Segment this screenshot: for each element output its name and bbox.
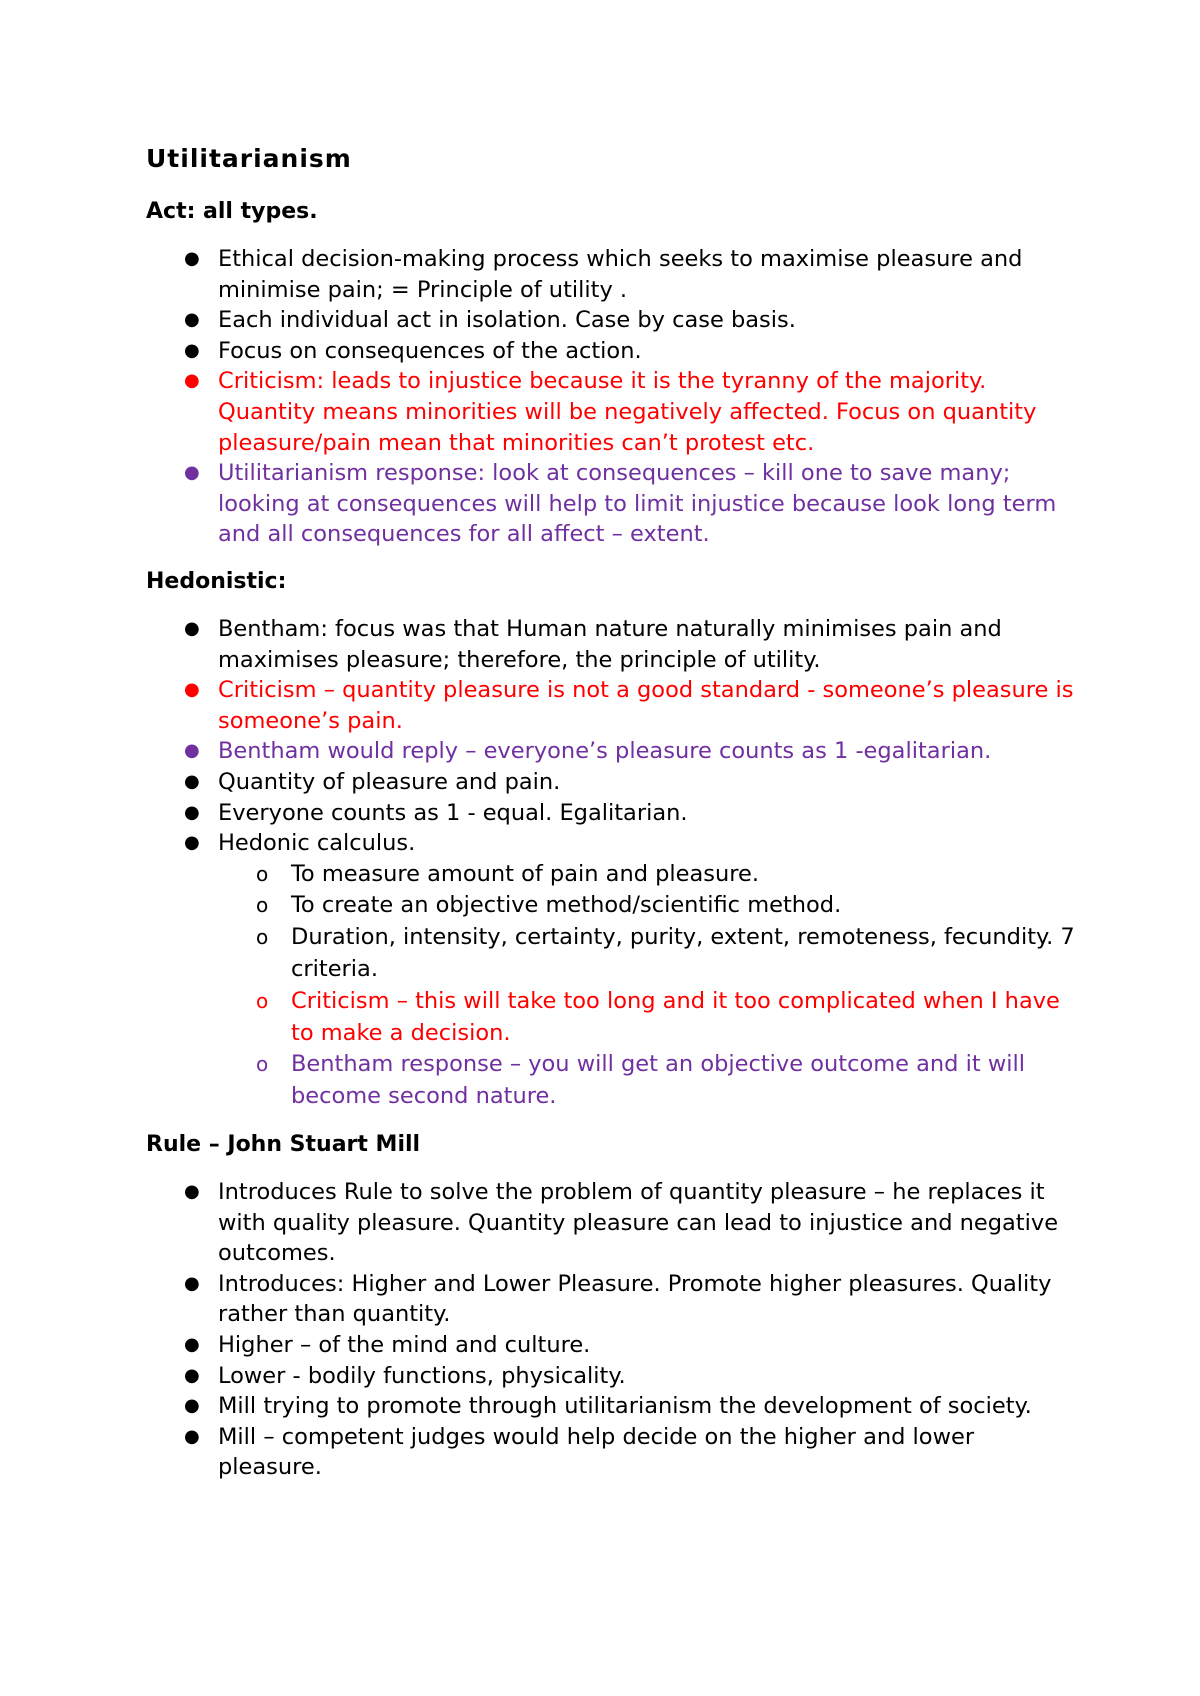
bullet-icon: ●	[184, 1334, 200, 1356]
sublist-item-text: Criticism – this will take too long and it too complicated when I have to make a decision.	[291, 987, 1060, 1046]
hedonic-calculus-sublist	[218, 859, 1076, 1113]
list-item-text: Bentham would reply – everyone’s pleasure counts as 1 -egalitarian.	[218, 738, 992, 765]
hedonistic-bullet-list	[146, 614, 1076, 1113]
sublist-item-response	[146, 1049, 1076, 1113]
list-item-text: Bentham: focus was that Human nature naturally minimises pain and maximises pleasure; therefore, the principle of utility.	[218, 615, 1002, 673]
list-item-criticism	[146, 675, 1076, 736]
sublist-item-text: Bentham response – you will get an objective outcome and it will become second nature.	[291, 1051, 1025, 1110]
list-item-text: Each individual act in isolation. Case by case basis.	[218, 307, 796, 334]
bullet-icon: ●	[184, 740, 200, 762]
list-item	[146, 1391, 1076, 1422]
bullet-icon: ●	[184, 832, 200, 854]
list-item-text: Mill – competent judges would help decide on the higher and lower pleasure.	[218, 1423, 975, 1481]
list-item-text: Everyone counts as 1 - equal. Egalitarian.	[218, 799, 688, 826]
list-item	[146, 1330, 1076, 1361]
list-item-text: Mill trying to promote through utilitarianism the development of society.	[218, 1393, 1032, 1420]
rule-bullet-list	[146, 1177, 1076, 1483]
bullet-icon: ●	[184, 248, 200, 269]
list-item-response	[146, 736, 1076, 767]
circle-bullet-icon: o	[256, 925, 269, 950]
sublist-item-text: To measure amount of pain and pleasure.	[291, 860, 760, 887]
list-item-text: Lower - bodily functions, physicality.	[218, 1362, 626, 1389]
list-item	[146, 767, 1076, 798]
list-item	[146, 244, 1076, 305]
bullet-icon: ●	[184, 309, 200, 331]
circle-bullet-icon: o	[256, 1052, 269, 1077]
bullet-icon: ●	[184, 339, 200, 361]
sublist-item-text: To create an objective method/scientific method.	[291, 892, 842, 919]
circle-bullet-icon: o	[256, 861, 269, 886]
section-heading-act: Act: all types.	[146, 199, 318, 224]
bullet-icon: ●	[184, 1272, 200, 1294]
list-item-text: Criticism – quantity pleasure is not a good standard - someone’s pleasure is someone’s pain.	[218, 677, 1074, 734]
act-bullet-list	[146, 244, 1076, 550]
list-item-text: Criticism: leads to injustice because it is the tyranny of the majority. Quantity means minorities will be negatively affected. Focus on quantity pleasure/pain mean that minorities can’t protest etc.	[218, 368, 1037, 456]
list-item	[146, 305, 1076, 336]
sublist-item	[146, 859, 1076, 891]
list-item	[146, 1422, 1076, 1483]
bullet-icon: ●	[184, 679, 200, 701]
bullet-icon: ●	[184, 770, 200, 792]
section-heading-hedonistic: Hedonistic:	[146, 568, 287, 594]
sublist-item-criticism	[146, 986, 1076, 1050]
list-item	[146, 1361, 1076, 1392]
bullet-icon: ●	[184, 370, 200, 392]
bullet-icon: ●	[184, 617, 200, 639]
bullet-icon: ●	[184, 1181, 200, 1203]
bullet-icon: ●	[184, 1364, 200, 1386]
list-item	[146, 1269, 1076, 1330]
document-page	[146, 140, 1076, 1499]
list-item	[146, 828, 1076, 1113]
sublist-item	[146, 922, 1076, 986]
list-item-text: Focus on consequences of the action.	[218, 337, 642, 364]
list-item-criticism	[146, 366, 1076, 458]
bullet-icon: ●	[184, 462, 200, 484]
list-item	[146, 798, 1076, 829]
list-item-text: Ethical decision-making process which seeks to maximise pleasure and minimise pain; = Principle of utility .	[218, 246, 1023, 303]
list-item-text: Introduces Rule to solve the problem of quantity pleasure – he replaces it with quality pleasure. Quantity pleasure can lead to injustice and negative outcomes.	[218, 1179, 1059, 1267]
bullet-icon: ●	[184, 1395, 200, 1417]
list-item-response	[146, 458, 1076, 550]
list-item-text: Utilitarianism response: look at consequences – kill one to save many; looking at consequences will help to limit injustice because look long term and all consequences for all affect – extent.	[218, 460, 1057, 548]
section-heading-rule: Rule – John Stuart Mill	[146, 1132, 421, 1158]
sublist-item	[146, 890, 1076, 922]
circle-bullet-icon: o	[256, 893, 269, 918]
sublist-item-text: Duration, intensity, certainty, purity, extent, remoteness, fecundity. 7 criteria.	[291, 924, 1075, 983]
document-title: Utilitarianism	[146, 144, 352, 173]
list-item	[146, 1177, 1076, 1269]
list-item-text: Quantity of pleasure and pain.	[218, 768, 561, 795]
list-item	[146, 336, 1076, 367]
list-item-text: Higher – of the mind and culture.	[218, 1332, 591, 1359]
list-item-text: Hedonic calculus.	[218, 830, 416, 857]
bullet-icon: ●	[184, 1425, 200, 1447]
bullet-icon: ●	[184, 801, 200, 823]
list-item-text: Introduces: Higher and Lower Pleasure. Promote higher pleasures. Quality rather than quantity.	[218, 1270, 1052, 1328]
circle-bullet-icon: o	[256, 988, 269, 1013]
list-item	[146, 614, 1076, 675]
